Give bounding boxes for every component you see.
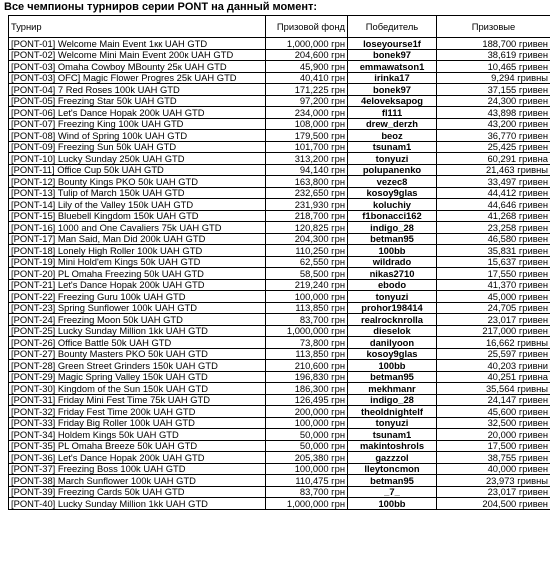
table-row xyxy=(9,348,550,360)
table-row xyxy=(9,429,550,441)
prize-cell: 10,465 гривен xyxy=(437,61,550,73)
prize-cell: 16,662 гривны xyxy=(437,337,550,349)
tournament-cell: [PONT-09] Freezing Sun 50k UAH GTD xyxy=(9,141,266,153)
table-row xyxy=(9,360,550,372)
winner-cell: wildrado xyxy=(348,256,437,268)
prize-pool-cell: 83,700 грн xyxy=(266,314,348,326)
prize-cell: 35,564 гривны xyxy=(437,383,550,395)
prize-cell: 45,000 гривен xyxy=(437,291,550,303)
winner-cell: indigo_28 xyxy=(348,222,437,234)
winner-cell: 100bb xyxy=(348,498,437,510)
winner-cell: beoz xyxy=(348,130,437,142)
prize-pool-cell: 58,500 грн xyxy=(266,268,348,280)
winner-cell: makintoshrols xyxy=(348,440,437,452)
winner-cell: realrocknrolla xyxy=(348,314,437,326)
prize-cell: 24,147 гривен xyxy=(437,394,550,406)
prize-cell: 37,155 гривен xyxy=(437,84,550,96)
prize-cell: 60,291 гривна xyxy=(437,153,550,165)
prize-pool-cell: 73,800 грн xyxy=(266,337,348,349)
prize-cell: 38,755 гривен xyxy=(437,452,550,464)
tournament-cell: [PONT-03] Omaha Cowboy MBounty 25к UAH GTD xyxy=(9,61,266,73)
prize-pool-cell: 83,700 грн xyxy=(266,486,348,498)
prize-cell: 17,500 гривен xyxy=(437,440,550,452)
prize-cell: 38,619 гривен xyxy=(437,49,550,61)
table-row xyxy=(9,314,550,326)
prize-pool-cell: 171,225 грн xyxy=(266,84,348,96)
prize-pool-cell: 179,500 грн xyxy=(266,130,348,142)
table-row xyxy=(9,394,550,406)
tournament-cell: [PONT-12] Bounty Kings PKO 50k UAH GTD xyxy=(9,176,266,188)
tournament-cell: [PONT-32] Friday Fest Time 200k UAH GTD xyxy=(9,406,266,418)
tournament-cell: [PONT-02] Welcome Mini Main Event 200к UAH GTD xyxy=(9,49,266,61)
table-header-row xyxy=(9,16,550,38)
prize-cell: 35,831 гривен xyxy=(437,245,550,257)
prize-cell: 25,425 гривен xyxy=(437,141,550,153)
prize-cell: 44,646 гривен xyxy=(437,199,550,211)
table-row xyxy=(9,187,550,199)
tournament-cell: [PONT-14] Lily of the Valley 150k UAH GTD xyxy=(9,199,266,211)
winner-cell: indigo_28 xyxy=(348,394,437,406)
prize-pool-cell: 97,200 грн xyxy=(266,95,348,107)
winner-cell: betman95 xyxy=(348,475,437,487)
prize-pool-cell: 1,000,000 грн xyxy=(266,498,348,510)
page-heading: Все чемпионы турниров серии PONT на данный момент: xyxy=(4,1,318,13)
prize-cell: 24,705 гривен xyxy=(437,302,550,314)
table-row xyxy=(9,268,550,280)
prize-cell: 40,000 гривен xyxy=(437,463,550,475)
tournament-cell: [PONT-36] Let's Dance Hopak 200k UAH GTD xyxy=(9,452,266,464)
tournament-cell: [PONT-21] Let's Dance Hopak 200k UAH GTD xyxy=(9,279,266,291)
prize-pool-cell: 204,300 грн xyxy=(266,233,348,245)
prize-cell: 33,497 гривен xyxy=(437,176,550,188)
tournament-cell: [PONT-27] Bounty Masters PKO 50k UAH GTD xyxy=(9,348,266,360)
champions-table xyxy=(8,15,550,510)
tournament-cell: [PONT-39] Freezing Cards 50k UAH GTD xyxy=(9,486,266,498)
tournament-cell: [PONT-13] Tulip of March 150k UAH GTD xyxy=(9,187,266,199)
winner-cell: irinka17 xyxy=(348,72,437,84)
prize-pool-cell: 100,000 грн xyxy=(266,463,348,475)
tournament-cell: [PONT-11] Office Cup 50k UAH GTD xyxy=(9,164,266,176)
prize-cell: 25,597 гривен xyxy=(437,348,550,360)
prize-cell: 20,000 гривен xyxy=(437,429,550,441)
prize-cell: 23,973 гривны xyxy=(437,475,550,487)
prize-pool-cell: 1,000,000 грн xyxy=(266,325,348,337)
tournament-cell: [PONT-30] Kingdom of the Sun 150k UAH GTD xyxy=(9,383,266,395)
prize-pool-cell: 100,000 грн xyxy=(266,417,348,429)
winner-cell: loseyourse1f xyxy=(348,38,437,50)
prize-pool-cell: 186,300 грн xyxy=(266,383,348,395)
winner-cell: mekhmanr xyxy=(348,383,437,395)
tournament-cell: [PONT-08] Wind of Spring 100k UAH GTD xyxy=(9,130,266,142)
tournament-cell: [PONT-03] OFC] Magic Flower Progres 25k UAH GTD xyxy=(9,72,266,84)
winner-cell: 4eloveksapog xyxy=(348,95,437,107)
prize-cell: 204,500 гривен xyxy=(437,498,550,510)
winner-cell: lleytoncmon xyxy=(348,463,437,475)
table-row xyxy=(9,337,550,349)
winner-cell: kosoy9glas xyxy=(348,348,437,360)
tournament-cell: [PONT-31] Friday Mini Fest Time 75k UAH GTD xyxy=(9,394,266,406)
prize-cell: 43,898 гривен xyxy=(437,107,550,119)
prize-cell: 43,200 гривен xyxy=(437,118,550,130)
tournament-cell: [PONT-16] 1000 and One Cavaliers 75k UAH GTD xyxy=(9,222,266,234)
prize-pool-cell: 108,000 грн xyxy=(266,118,348,130)
winner-cell: bonek97 xyxy=(348,84,437,96)
table-row xyxy=(9,463,550,475)
winner-cell: emmawatson1 xyxy=(348,61,437,73)
table-row xyxy=(9,61,550,73)
table-row xyxy=(9,199,550,211)
prize-pool-cell: 50,000 грн xyxy=(266,429,348,441)
table-row xyxy=(9,256,550,268)
winner-cell: polupanenko xyxy=(348,164,437,176)
table-row xyxy=(9,49,550,61)
prize-pool-cell: 205,380 грн xyxy=(266,452,348,464)
table-row xyxy=(9,38,550,50)
table-row xyxy=(9,325,550,337)
table-row xyxy=(9,417,550,429)
table-row xyxy=(9,498,550,510)
winner-cell: tsunam1 xyxy=(348,141,437,153)
prize-pool-cell: 110,250 грн xyxy=(266,245,348,257)
prize-cell: 188,700 гривен xyxy=(437,38,550,50)
prize-pool-cell: 218,700 грн xyxy=(266,210,348,222)
tournament-cell: [PONT-04] 7 Red Roses 100k UAH GTD xyxy=(9,84,266,96)
winner-cell: dieselok xyxy=(348,325,437,337)
prize-cell: 17,550 гривен xyxy=(437,268,550,280)
prize-pool-cell: 231,930 грн xyxy=(266,199,348,211)
winner-cell: kosoy9glas xyxy=(348,187,437,199)
prize-cell: 217,000 гривен xyxy=(437,325,550,337)
tournament-cell: [PONT-37] Freezing Boss 100k UAH GTD xyxy=(9,463,266,475)
table-row xyxy=(9,107,550,119)
prize-cell: 23,258 гривен xyxy=(437,222,550,234)
prize-pool-cell: 1,000,000 грн xyxy=(266,38,348,50)
prize-cell: 21,463 гривны xyxy=(437,164,550,176)
winner-cell: betman95 xyxy=(348,233,437,245)
prize-pool-cell: 163,800 грн xyxy=(266,176,348,188)
prize-pool-cell: 232,650 грн xyxy=(266,187,348,199)
prize-pool-cell: 45,900 грн xyxy=(266,61,348,73)
table-row xyxy=(9,141,550,153)
table-row xyxy=(9,486,550,498)
tournament-cell: [PONT-24] Freezing Moon 50k UAH GTD xyxy=(9,314,266,326)
tournament-cell: [PONT-06] Let's Dance Hopak 200k UAH GTD xyxy=(9,107,266,119)
table-row xyxy=(9,475,550,487)
prize-pool-cell: 204,600 грн xyxy=(266,49,348,61)
winner-cell: fl111 xyxy=(348,107,437,119)
tournament-cell: [PONT-07] Freezing King 100k UAH GTD xyxy=(9,118,266,130)
tournament-cell: [PONT-17] Man Said, Man Did 200k UAH GTD xyxy=(9,233,266,245)
prize-cell: 32,500 гривен xyxy=(437,417,550,429)
column-header-tournament: Турнир xyxy=(9,16,266,38)
prize-cell: 24,300 гривен xyxy=(437,95,550,107)
table-row xyxy=(9,291,550,303)
table-row xyxy=(9,440,550,452)
winner-cell: bonek97 xyxy=(348,49,437,61)
column-header-winner: Победитель xyxy=(348,16,437,38)
table-row xyxy=(9,233,550,245)
winner-cell: tonyuzi xyxy=(348,291,437,303)
tournament-cell: [PONT-35] PL Omaha Breeze 50k UAH GTD xyxy=(9,440,266,452)
column-header-prize-pool: Призовой фонд xyxy=(266,16,348,38)
prize-pool-cell: 196,830 грн xyxy=(266,371,348,383)
prize-pool-cell: 234,000 грн xyxy=(266,107,348,119)
prize-pool-cell: 200,000 грн xyxy=(266,406,348,418)
table-row xyxy=(9,95,550,107)
tournament-cell: [PONT-23] Spring Sunflower 100k UAH GTD xyxy=(9,302,266,314)
prize-pool-cell: 210,600 грн xyxy=(266,360,348,372)
winner-cell: nikas2710 xyxy=(348,268,437,280)
table-row xyxy=(9,176,550,188)
prize-cell: 41,268 гривен xyxy=(437,210,550,222)
table-row xyxy=(9,302,550,314)
prize-pool-cell: 94,140 грн xyxy=(266,164,348,176)
table-row xyxy=(9,383,550,395)
winner-cell: gazzzol xyxy=(348,452,437,464)
prize-cell: 41,370 гривен xyxy=(437,279,550,291)
winner-cell: prohor198414 xyxy=(348,302,437,314)
prize-cell: 15,637 гривен xyxy=(437,256,550,268)
winner-cell: koluchiy xyxy=(348,199,437,211)
prize-cell: 40,251 гривна xyxy=(437,371,550,383)
tournament-cell: [PONT-20] PL Omaha Freezing 50k UAH GTD xyxy=(9,268,266,280)
tournament-cell: [PONT-26] Office Battle 50k UAH GTD xyxy=(9,337,266,349)
table-row xyxy=(9,72,550,84)
table-row xyxy=(9,279,550,291)
winner-cell: 100bb xyxy=(348,245,437,257)
table-row xyxy=(9,84,550,96)
prize-pool-cell: 110,475 грн xyxy=(266,475,348,487)
prize-pool-cell: 101,700 грн xyxy=(266,141,348,153)
prize-pool-cell: 313,200 грн xyxy=(266,153,348,165)
tournament-cell: [PONT-29] Magic Spring Valley 150k UAH GTD xyxy=(9,371,266,383)
column-header-prize: Призовые xyxy=(437,16,550,38)
table-row xyxy=(9,153,550,165)
tournament-cell: [PONT-22] Freezing Guru 100k UAH GTD xyxy=(9,291,266,303)
winner-cell: tsunam1 xyxy=(348,429,437,441)
winner-cell: f1bonacci162 xyxy=(348,210,437,222)
tournament-cell: [PONT-25] Lucky Sunday Million 1kk UAH GTD xyxy=(9,325,266,337)
prize-cell: 46,580 гривен xyxy=(437,233,550,245)
table-row xyxy=(9,371,550,383)
table-body xyxy=(9,38,550,510)
prize-pool-cell: 219,240 грн xyxy=(266,279,348,291)
tournament-cell: [PONT-38] March Sunflower 100k UAH GTD xyxy=(9,475,266,487)
table-row xyxy=(9,210,550,222)
tournament-cell: [PONT-40] Lucky Sunday Million 1kk UAH GTD xyxy=(9,498,266,510)
prize-pool-cell: 40,410 грн xyxy=(266,72,348,84)
tournament-cell: [PONT-28] Green Street Grinders 150k UAH GTD xyxy=(9,360,266,372)
table-row xyxy=(9,130,550,142)
winner-cell: 100bb xyxy=(348,360,437,372)
winner-cell: _7_ xyxy=(348,486,437,498)
prize-cell: 45,600 гривен xyxy=(437,406,550,418)
prize-pool-cell: 120,825 грн xyxy=(266,222,348,234)
table-row xyxy=(9,222,550,234)
winner-cell: tonyuzi xyxy=(348,153,437,165)
prize-cell: 44,412 гривен xyxy=(437,187,550,199)
tournament-cell: [PONT-18] Lonely High Roller 100k UAH GTD xyxy=(9,245,266,257)
table-row xyxy=(9,245,550,257)
prize-pool-cell: 62,550 грн xyxy=(266,256,348,268)
prize-cell: 9,294 гривны xyxy=(437,72,550,84)
winner-cell: tonyuzi xyxy=(348,417,437,429)
tournament-cell: [PONT-19] Mini Hold'em Kings 50k UAH GTD xyxy=(9,256,266,268)
tournament-cell: [PONT-05] Freezing Star 50k UAH GTD xyxy=(9,95,266,107)
winner-cell: betman95 xyxy=(348,371,437,383)
table-row xyxy=(9,164,550,176)
table-row xyxy=(9,452,550,464)
tournament-cell: [PONT-10] Lucky Sunday 250k UAH GTD xyxy=(9,153,266,165)
winner-cell: vezec8 xyxy=(348,176,437,188)
table-row xyxy=(9,406,550,418)
prize-pool-cell: 100,000 грн xyxy=(266,291,348,303)
prize-cell: 23,017 гривен xyxy=(437,486,550,498)
prize-pool-cell: 113,850 грн xyxy=(266,348,348,360)
winner-cell: drew_derzh xyxy=(348,118,437,130)
prize-cell: 40,203 гривни xyxy=(437,360,550,372)
tournament-cell: [PONT-33] Friday Big Roller 100k UAH GTD xyxy=(9,417,266,429)
prize-cell: 23,017 гривен xyxy=(437,314,550,326)
winner-cell: theoldnightelf xyxy=(348,406,437,418)
tournament-cell: [PONT-01] Welcome Main Event 1кк UAH GTD xyxy=(9,38,266,50)
table-row xyxy=(9,118,550,130)
prize-cell: 36,770 гривен xyxy=(437,130,550,142)
winner-cell: ebodo xyxy=(348,279,437,291)
tournament-cell: [PONT-34] Holdem Kings 50k UAH GTD xyxy=(9,429,266,441)
prize-pool-cell: 126,495 грн xyxy=(266,394,348,406)
prize-pool-cell: 113,850 грн xyxy=(266,302,348,314)
winner-cell: danilyoon xyxy=(348,337,437,349)
tournament-cell: [PONT-15] Bluebell Kingdom 150k UAH GTD xyxy=(9,210,266,222)
prize-pool-cell: 50,000 грн xyxy=(266,440,348,452)
